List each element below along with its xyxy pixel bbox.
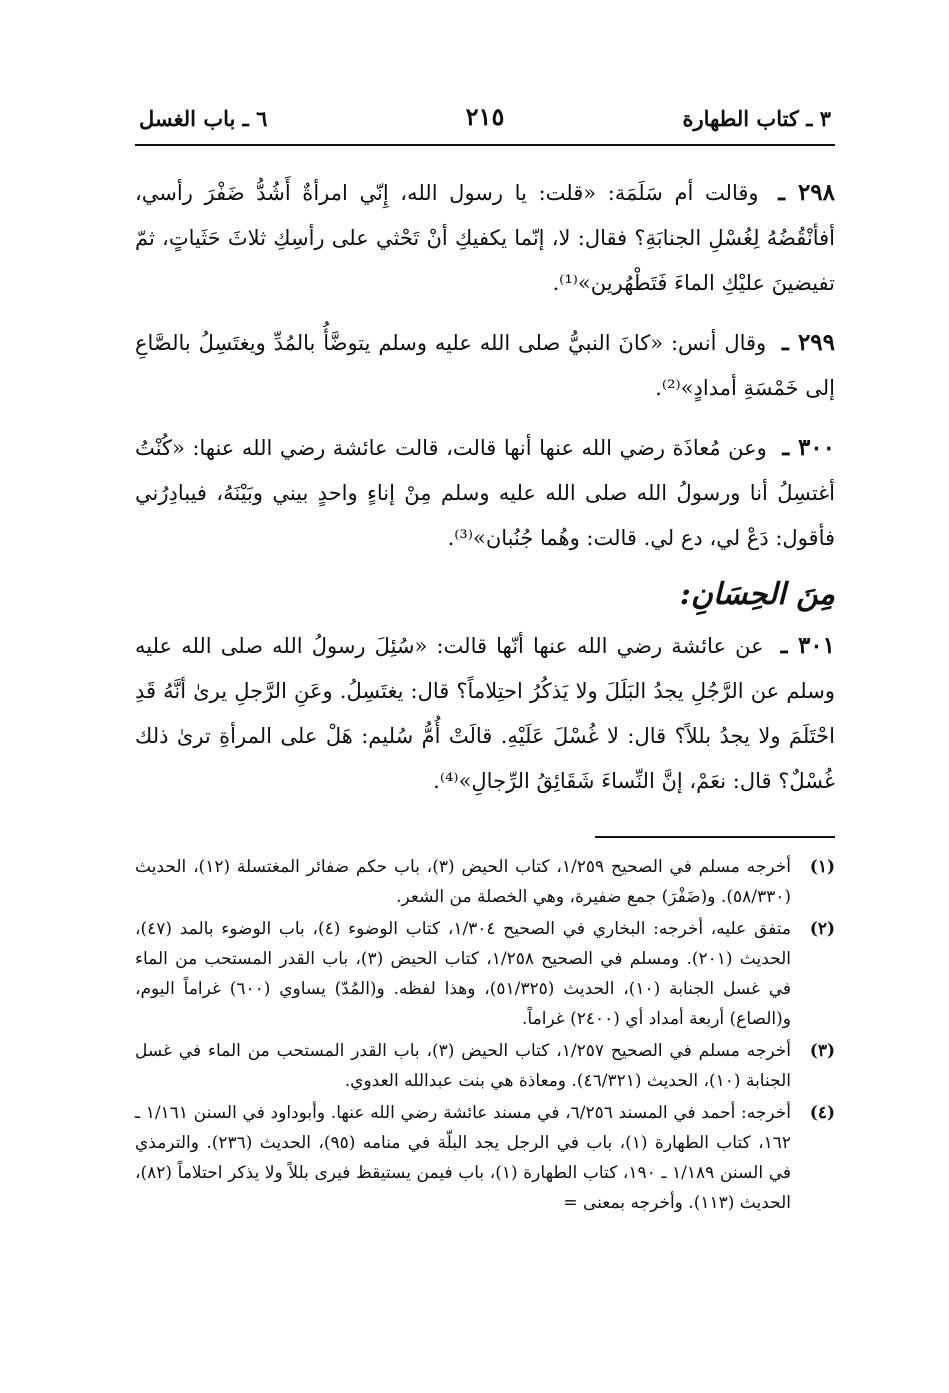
hadith-298 (135, 170, 835, 306)
footnote-text: أخرجه مسلم في الصحيح ١/٢٥٧، كتاب الحيض (٣)، باب القدر المستحب من الماء في غسل الجنابة (١٠)، الحديث (٤٦/٣٢١). ومعاذة هي بنت عبدالله العدوي. (135, 1041, 791, 1091)
main-text (135, 170, 835, 804)
hadith-number: ٣٠٠ ـ (782, 434, 836, 461)
footnotes (135, 852, 835, 1218)
hadith-300 (135, 425, 835, 561)
footnote-4 (135, 1098, 835, 1218)
hadith-text: وقال أنس: «كانَ النبيُّ صلى الله عليه وسلم يتوضَّأُ بالمُدِّ ويغتَسِلُ بالصَّاعِ إلى خَمْسَةِ أمدادٍ»⁽²⁾. (135, 331, 835, 400)
book-title: ٣ ـ كتاب الطهارة (682, 106, 831, 131)
footnote-3 (135, 1036, 835, 1096)
hadith-number: ٢٩٨ ـ (778, 179, 835, 206)
footnote-text: أخرجه: أحمد في المسند ٦/٢٥٦، في مسند عائشة رضي الله عنها. وأبوداود في السنن ١/١٦١ ـ ١٦٢، كتاب الطهارة (١)، باب في الرجل يجد البلّة في منامه (٩٥)، الحديث (٢٣٦). والترمذي في السنن ١/١٨٩ ـ ١٩٠، كتاب الطهارة (١)، باب فيمن يستيقظ فيرى بللاً ولا يذكر احتلاماً (٨٢)، الحديث (١١٣). وأخرجه بمعنى = (135, 1103, 791, 1213)
footnote-number: (٤) (809, 1103, 835, 1123)
hadith-number: ٢٩٩ ـ (782, 329, 836, 356)
hadith-text: عن عائشة رضي الله عنها أنّها قالت: «سُئِلَ رسولُ الله صلى الله عليه وسلم عن الرَّجُلِ يجدُ البَلَلَ ولا يَذكُرُ احتِلاماً؟ قال: يغتَسِلُ. وعَنِ الرَّجلِ يرىٰ أنَّهُ قَدِ احْتَلَمَ ولا يجدُ بللاً؟ قال: لا غُسْلَ عَلَيْهِ. قالَتْ أُمُّ سُليم: هَلْ على المرأةِ ترىٰ ذلك غُسْلٌ؟ قال: نعَمْ، إنَّ النِّساءَ شَقَائِقُ الرِّجالِ»⁽⁴⁾. (135, 634, 835, 793)
hadith-number: ٣٠١ ـ (780, 632, 835, 659)
hadith-301 (135, 623, 835, 804)
page (135, 100, 835, 1220)
footnote-text: متفق عليه، أخرجه: البخاري في الصحيح ١/٣٠٤، كتاب الوضوء (٤)، باب الوضوء بالمد (٤٧)، الحديث (٢٠١). ومسلم في الصحيح ١/٢٥٨، كتاب الحيض (٣)، باب القدر المستحب من الماء في غسل الجنابة (١٠)، الحديث (٥١/٣٢٥)، وهذا لفظه. و(المُدّ) يساوي (٦٠٠) غراماً اليوم، و(الصاع) أربعة أمداد أي (٢٤٠٠) غراماً. (135, 919, 792, 1029)
footnote-number: (٢) (809, 919, 835, 939)
hadith-299 (135, 320, 835, 411)
section-heading: مِنَ الحِسَانِ: (679, 577, 835, 612)
footnote-text: أخرجه مسلم في الصحيح ١/٢٥٩، كتاب الحيض (٣)، باب حكم ضفائر المغتسلة (١٢)، الحديث (٥٨/٣٣٠). و(ضَفْرَ) جمع ضفيرة، وهي الخصلة من الشعر. (135, 857, 791, 907)
hadith-text: وقالت أم سَلَمَة: «قلت: يا رسول الله، إِنّي امرأةٌ أَشُدُّ ضَفْرَ رأسي، أفأنْقُضُهُ لِغُسْلِ الجنابَةِ؟ فقال: لا، إنّما يكفيكِ أنْ تَحْثي على رأسِكِ ثلاثَ حَثَياتٍ، ثمّ تفيضينَ عليْكِ الماءَ فَتَطْهُرين»⁽¹⁾. (135, 181, 835, 295)
footnote-number: (١) (809, 857, 835, 877)
page-number: ٢١٥ (465, 102, 505, 131)
hadith-text: وعن مُعاذَة رضي الله عنها أنها قالت، قالت عائشة رضي الله عنها: «كُنْتُ أغتسِلُ أنا ورسولُ الله صلى الله عليه وسلم مِنْ إناءٍ واحدٍ بيني وبَيْنَهُ، فيبادِرُني فأقول: دَعْ لي، دع لي. قالت: وهُما جُنُبان»⁽³⁾. (135, 436, 835, 550)
running-header (135, 100, 835, 146)
footnote-number: (٣) (809, 1041, 835, 1061)
footnote-separator (595, 836, 835, 838)
footnote-1 (135, 852, 835, 912)
chapter-title: ٦ ـ باب الغسل (139, 106, 268, 131)
footnote-2 (135, 914, 835, 1034)
